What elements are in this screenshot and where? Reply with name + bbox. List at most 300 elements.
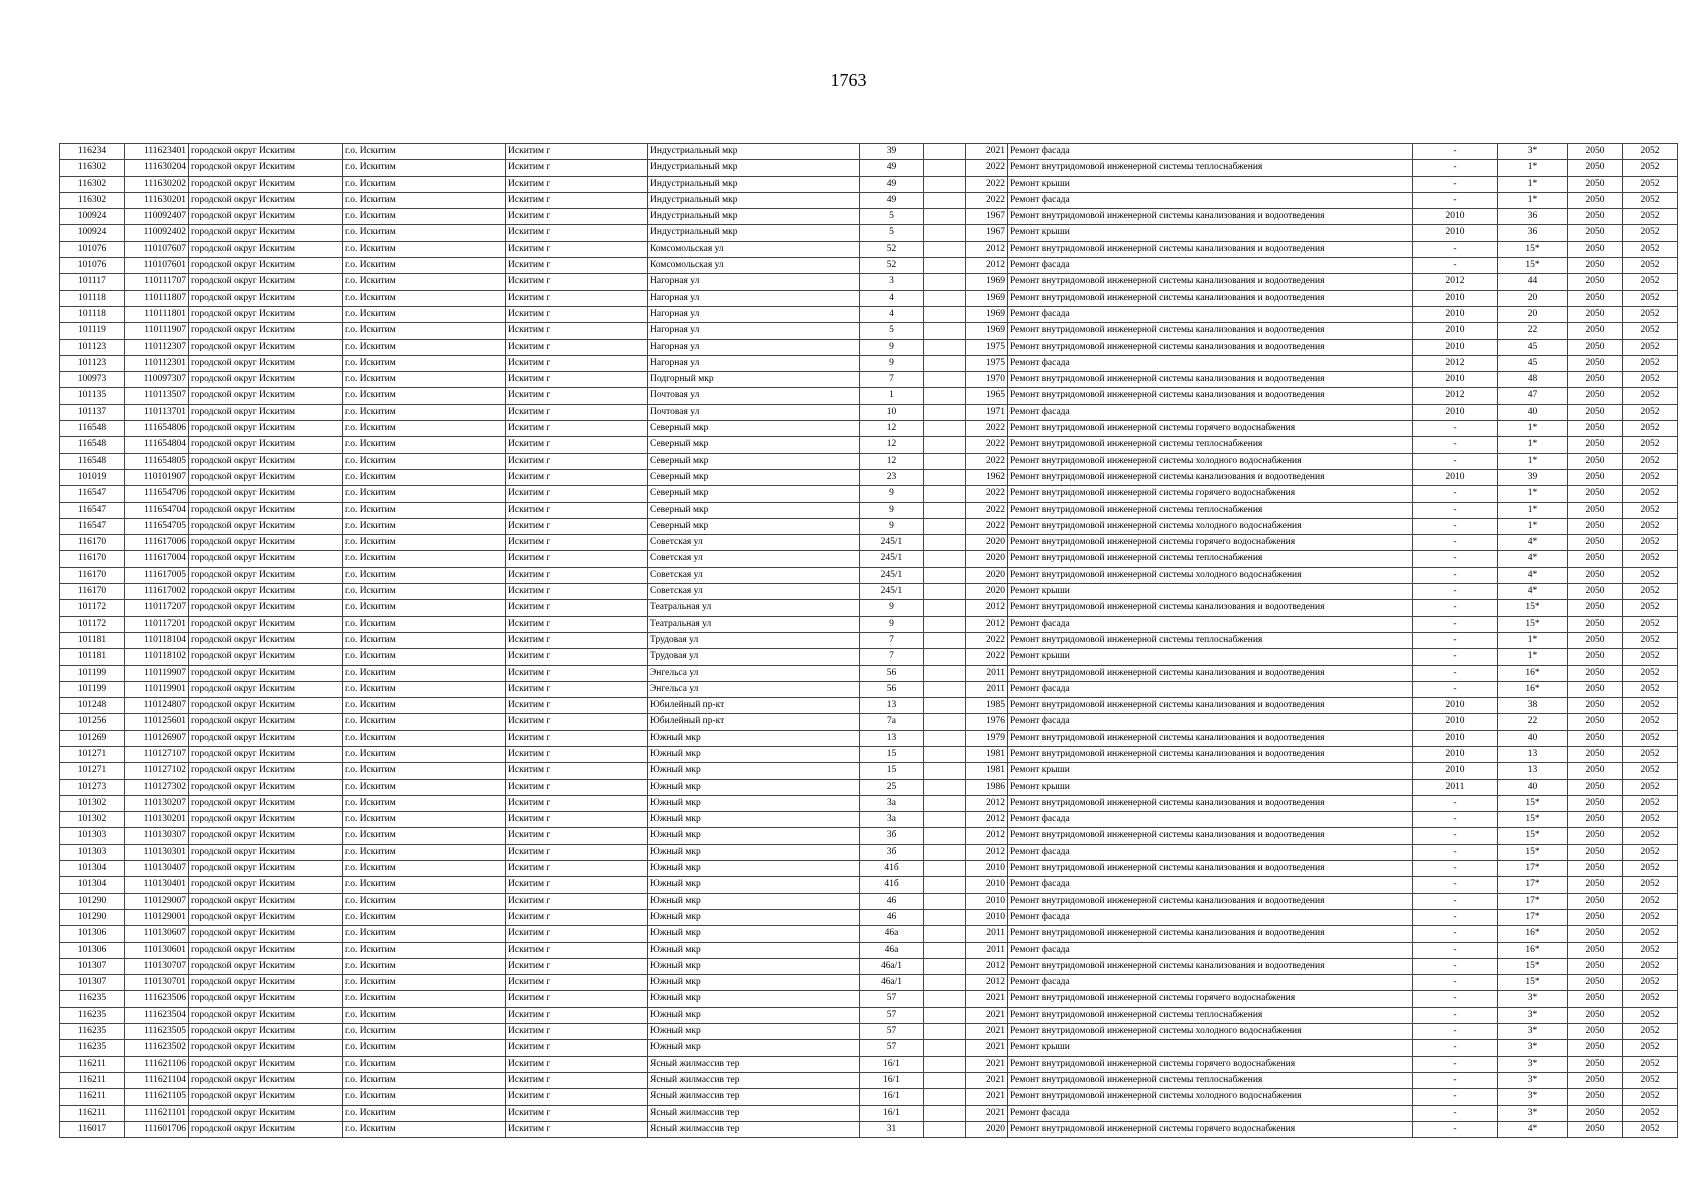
settlement-cell: г.о. Искитим <box>343 844 506 860</box>
settlement-cell: г.о. Искитим <box>343 861 506 877</box>
settlement-cell: г.о. Искитим <box>343 535 506 551</box>
wear-cell: 3* <box>1498 1089 1568 1105</box>
work-id-cell: 111601706 <box>125 1121 189 1137</box>
settlement-cell: г.о. Искитим <box>343 1105 506 1121</box>
street-cell: Южный мкр <box>648 828 860 844</box>
work-type-cell: Ремонт фасада <box>1008 942 1413 958</box>
street-cell: Комсомольская ул <box>648 241 860 257</box>
work-type-cell: Ремонт внутридомовой инженерной системы канализования и водоотведения <box>1008 958 1413 974</box>
municipality-cell: городской округ Искитим <box>189 258 343 274</box>
commission-year-cell: 1981 <box>966 746 1008 762</box>
wear-cell: 22 <box>1498 714 1568 730</box>
work-id-cell: 111630201 <box>125 192 189 208</box>
last-repair-year-cell: - <box>1413 160 1498 176</box>
wear-cell: 40 <box>1498 404 1568 420</box>
wear-cell: 1* <box>1498 192 1568 208</box>
plan-end-cell: 2052 <box>1623 1024 1678 1040</box>
commission-year-cell: 2022 <box>966 502 1008 518</box>
last-repair-year-cell: - <box>1413 502 1498 518</box>
wear-cell: 17* <box>1498 877 1568 893</box>
house-number-cell: 1 <box>860 388 924 404</box>
settlement-cell: г.о. Искитим <box>343 1121 506 1137</box>
wear-cell: 13 <box>1498 746 1568 762</box>
street-cell: Южный мкр <box>648 926 860 942</box>
work-type-cell: Ремонт внутридомовой инженерной системы канализования и водоотведения <box>1008 861 1413 877</box>
settlement-cell: г.о. Искитим <box>343 893 506 909</box>
municipality-cell: городской округ Искитим <box>189 779 343 795</box>
house-id-cell: 101302 <box>60 795 125 811</box>
locality-cell: Искитим г <box>506 828 648 844</box>
wear-cell: 15* <box>1498 812 1568 828</box>
municipality-cell: городской округ Искитим <box>189 372 343 388</box>
house-number-cell: 9 <box>860 486 924 502</box>
municipality-cell: городской округ Искитим <box>189 714 343 730</box>
work-id-cell: 110112301 <box>125 355 189 371</box>
last-repair-year-cell: 2011 <box>1413 779 1498 795</box>
table-row <box>60 209 1678 225</box>
plan-end-cell: 2052 <box>1623 535 1678 551</box>
settlement-cell: г.о. Искитим <box>343 306 506 322</box>
municipality-cell: городской округ Искитим <box>189 486 343 502</box>
page-number: 1763 <box>830 70 867 90</box>
table-row <box>60 290 1678 306</box>
locality-cell: Искитим г <box>506 665 648 681</box>
house-number-cell: 41б <box>860 877 924 893</box>
wear-cell: 17* <box>1498 893 1568 909</box>
last-repair-year-cell: 2010 <box>1413 306 1498 322</box>
house-number-cell: 245/1 <box>860 584 924 600</box>
locality-cell: Искитим г <box>506 502 648 518</box>
locality-cell: Искитим г <box>506 600 648 616</box>
house-id-cell: 101304 <box>60 877 125 893</box>
wear-cell: 20 <box>1498 306 1568 322</box>
corpus-cell <box>924 323 966 339</box>
house-number-cell: 49 <box>860 192 924 208</box>
last-repair-year-cell: 2010 <box>1413 763 1498 779</box>
last-repair-year-cell: - <box>1413 421 1498 437</box>
work-id-cell: 111621106 <box>125 1056 189 1072</box>
table-body <box>60 144 1678 1138</box>
settlement-cell: г.о. Искитим <box>343 909 506 925</box>
corpus-cell <box>924 991 966 1007</box>
wear-cell: 3* <box>1498 1105 1568 1121</box>
house-id-cell: 116235 <box>60 1024 125 1040</box>
municipality-cell: городской округ Искитим <box>189 877 343 893</box>
street-cell: Южный мкр <box>648 861 860 877</box>
corpus-cell <box>924 584 966 600</box>
wear-cell: 15* <box>1498 975 1568 991</box>
work-id-cell: 111617005 <box>125 567 189 583</box>
house-id-cell: 101248 <box>60 698 125 714</box>
house-number-cell: 31 <box>860 1121 924 1137</box>
last-repair-year-cell: - <box>1413 258 1498 274</box>
house-id-cell: 116211 <box>60 1105 125 1121</box>
table-row <box>60 584 1678 600</box>
house-number-cell: 16/1 <box>860 1089 924 1105</box>
commission-year-cell: 1969 <box>966 306 1008 322</box>
commission-year-cell: 2022 <box>966 421 1008 437</box>
table-row <box>60 1121 1678 1137</box>
last-repair-year-cell: 2010 <box>1413 209 1498 225</box>
work-id-cell: 111617002 <box>125 584 189 600</box>
plan-end-cell: 2052 <box>1623 144 1678 160</box>
municipality-cell: городской округ Искитим <box>189 893 343 909</box>
work-type-cell: Ремонт фасада <box>1008 681 1413 697</box>
plan-start-cell: 2050 <box>1568 437 1623 453</box>
locality-cell: Искитим г <box>506 339 648 355</box>
locality-cell: Искитим г <box>506 518 648 534</box>
work-id-cell: 110111807 <box>125 290 189 306</box>
municipality-cell: городской округ Искитим <box>189 1056 343 1072</box>
work-id-cell: 110092402 <box>125 225 189 241</box>
settlement-cell: г.о. Искитим <box>343 584 506 600</box>
corpus-cell <box>924 372 966 388</box>
house-id-cell: 101290 <box>60 909 125 925</box>
work-id-cell: 111617004 <box>125 551 189 567</box>
settlement-cell: г.о. Искитим <box>343 372 506 388</box>
municipality-cell: городской округ Искитим <box>189 339 343 355</box>
work-id-cell: 110117207 <box>125 600 189 616</box>
table-row <box>60 469 1678 485</box>
work-type-cell: Ремонт фасада <box>1008 812 1413 828</box>
plan-end-cell: 2052 <box>1623 469 1678 485</box>
work-id-cell: 110124807 <box>125 698 189 714</box>
locality-cell: Искитим г <box>506 714 648 730</box>
locality-cell: Искитим г <box>506 1024 648 1040</box>
corpus-cell <box>924 192 966 208</box>
street-cell: Южный мкр <box>648 779 860 795</box>
plan-end-cell: 2052 <box>1623 909 1678 925</box>
wear-cell: 15* <box>1498 844 1568 860</box>
plan-end-cell: 2052 <box>1623 730 1678 746</box>
work-type-cell: Ремонт внутридомовой инженерной системы канализования и водоотведения <box>1008 730 1413 746</box>
work-type-cell: Ремонт внутридомовой инженерной системы холодного водоснабжения <box>1008 1024 1413 1040</box>
commission-year-cell: 1975 <box>966 339 1008 355</box>
street-cell: Трудовая ул <box>648 632 860 648</box>
corpus-cell <box>924 665 966 681</box>
settlement-cell: г.о. Искитим <box>343 991 506 1007</box>
table-row <box>60 942 1678 958</box>
table-row <box>60 1007 1678 1023</box>
work-type-cell: Ремонт фасада <box>1008 1105 1413 1121</box>
plan-start-cell: 2050 <box>1568 323 1623 339</box>
settlement-cell: г.о. Искитим <box>343 665 506 681</box>
corpus-cell <box>924 942 966 958</box>
work-id-cell: 110130607 <box>125 926 189 942</box>
last-repair-year-cell: 2010 <box>1413 290 1498 306</box>
house-number-cell: 56 <box>860 681 924 697</box>
work-type-cell: Ремонт фасада <box>1008 714 1413 730</box>
locality-cell: Искитим г <box>506 942 648 958</box>
wear-cell: 1* <box>1498 453 1568 469</box>
plan-start-cell: 2050 <box>1568 421 1623 437</box>
commission-year-cell: 2022 <box>966 632 1008 648</box>
last-repair-year-cell: - <box>1413 1007 1498 1023</box>
table-row <box>60 274 1678 290</box>
street-cell: Южный мкр <box>648 844 860 860</box>
commission-year-cell: 2021 <box>966 1105 1008 1121</box>
wear-cell: 4* <box>1498 1121 1568 1137</box>
table-row <box>60 877 1678 893</box>
settlement-cell: г.о. Искитим <box>343 1040 506 1056</box>
locality-cell: Искитим г <box>506 1056 648 1072</box>
work-type-cell: Ремонт фасада <box>1008 616 1413 632</box>
locality-cell: Искитим г <box>506 453 648 469</box>
corpus-cell <box>924 551 966 567</box>
house-id-cell: 116235 <box>60 1007 125 1023</box>
street-cell: Советская ул <box>648 567 860 583</box>
commission-year-cell: 2021 <box>966 1056 1008 1072</box>
plan-start-cell: 2050 <box>1568 1040 1623 1056</box>
wear-cell: 15* <box>1498 958 1568 974</box>
plan-end-cell: 2052 <box>1623 1056 1678 1072</box>
last-repair-year-cell: - <box>1413 437 1498 453</box>
work-id-cell: 110111801 <box>125 306 189 322</box>
wear-cell: 15* <box>1498 616 1568 632</box>
work-type-cell: Ремонт внутридомовой инженерной системы канализования и водоотведения <box>1008 372 1413 388</box>
commission-year-cell: 2010 <box>966 861 1008 877</box>
work-type-cell: Ремонт фасада <box>1008 306 1413 322</box>
commission-year-cell: 2020 <box>966 551 1008 567</box>
plan-start-cell: 2050 <box>1568 1072 1623 1088</box>
house-number-cell: 46а/1 <box>860 975 924 991</box>
house-id-cell: 116302 <box>60 176 125 192</box>
wear-cell: 1* <box>1498 160 1568 176</box>
street-cell: Почтовая ул <box>648 404 860 420</box>
municipality-cell: городской округ Искитим <box>189 1040 343 1056</box>
settlement-cell: г.о. Искитим <box>343 258 506 274</box>
settlement-cell: г.о. Искитим <box>343 812 506 828</box>
wear-cell: 4* <box>1498 567 1568 583</box>
wear-cell: 4* <box>1498 535 1568 551</box>
work-type-cell: Ремонт фасада <box>1008 975 1413 991</box>
table-row <box>60 453 1678 469</box>
plan-end-cell: 2052 <box>1623 958 1678 974</box>
plan-end-cell: 2052 <box>1623 1040 1678 1056</box>
house-id-cell: 101273 <box>60 779 125 795</box>
commission-year-cell: 2011 <box>966 926 1008 942</box>
work-id-cell: 110130407 <box>125 861 189 877</box>
wear-cell: 1* <box>1498 437 1568 453</box>
work-type-cell: Ремонт внутридомовой инженерной системы теплоснабжения <box>1008 1072 1413 1088</box>
work-type-cell: Ремонт внутридомовой инженерной системы холодного водоснабжения <box>1008 518 1413 534</box>
wear-cell: 40 <box>1498 779 1568 795</box>
wear-cell: 45 <box>1498 355 1568 371</box>
wear-cell: 1* <box>1498 649 1568 665</box>
work-type-cell: Ремонт крыши <box>1008 1040 1413 1056</box>
wear-cell: 39 <box>1498 469 1568 485</box>
settlement-cell: г.о. Искитим <box>343 437 506 453</box>
plan-end-cell: 2052 <box>1623 567 1678 583</box>
corpus-cell <box>924 632 966 648</box>
commission-year-cell: 2010 <box>966 909 1008 925</box>
table-row <box>60 535 1678 551</box>
house-number-cell: 52 <box>860 258 924 274</box>
wear-cell: 13 <box>1498 763 1568 779</box>
work-type-cell: Ремонт внутридомовой инженерной системы канализования и водоотведения <box>1008 323 1413 339</box>
settlement-cell: г.о. Искитим <box>343 355 506 371</box>
table-row <box>60 306 1678 322</box>
last-repair-year-cell: 2012 <box>1413 355 1498 371</box>
last-repair-year-cell: - <box>1413 1072 1498 1088</box>
plan-end-cell: 2052 <box>1623 665 1678 681</box>
plan-end-cell: 2052 <box>1623 518 1678 534</box>
street-cell: Южный мкр <box>648 1040 860 1056</box>
municipality-cell: городской округ Искитим <box>189 323 343 339</box>
commission-year-cell: 1962 <box>966 469 1008 485</box>
street-cell: Трудовая ул <box>648 649 860 665</box>
table-row <box>60 958 1678 974</box>
corpus-cell <box>924 1121 966 1137</box>
work-type-cell: Ремонт внутридомовой инженерной системы канализования и водоотведения <box>1008 241 1413 257</box>
work-id-cell: 111630204 <box>125 160 189 176</box>
work-type-cell: Ремонт внутридомовой инженерной системы канализования и водоотведения <box>1008 388 1413 404</box>
house-number-cell: 3а <box>860 795 924 811</box>
corpus-cell <box>924 306 966 322</box>
street-cell: Южный мкр <box>648 746 860 762</box>
plan-end-cell: 2052 <box>1623 991 1678 1007</box>
settlement-cell: г.о. Искитим <box>343 730 506 746</box>
table-row <box>60 421 1678 437</box>
wear-cell: 15* <box>1498 258 1568 274</box>
last-repair-year-cell: 2010 <box>1413 225 1498 241</box>
municipality-cell: городской округ Искитим <box>189 958 343 974</box>
work-type-cell: Ремонт внутридомовой инженерной системы теплоснабжения <box>1008 502 1413 518</box>
last-repair-year-cell: - <box>1413 844 1498 860</box>
corpus-cell <box>924 160 966 176</box>
wear-cell: 1* <box>1498 502 1568 518</box>
locality-cell: Искитим г <box>506 355 648 371</box>
house-number-cell: 12 <box>860 437 924 453</box>
wear-cell: 16* <box>1498 665 1568 681</box>
house-number-cell: 3б <box>860 828 924 844</box>
wear-cell: 36 <box>1498 209 1568 225</box>
municipality-cell: городской округ Искитим <box>189 600 343 616</box>
plan-start-cell: 2050 <box>1568 404 1623 420</box>
plan-end-cell: 2052 <box>1623 388 1678 404</box>
settlement-cell: г.о. Искитим <box>343 632 506 648</box>
commission-year-cell: 2020 <box>966 1121 1008 1137</box>
plan-start-cell: 2050 <box>1568 469 1623 485</box>
municipality-cell: городской округ Искитим <box>189 421 343 437</box>
street-cell: Южный мкр <box>648 763 860 779</box>
corpus-cell <box>924 600 966 616</box>
house-number-cell: 7 <box>860 649 924 665</box>
municipality-cell: городской округ Искитим <box>189 649 343 665</box>
commission-year-cell: 2021 <box>966 991 1008 1007</box>
locality-cell: Искитим г <box>506 372 648 388</box>
corpus-cell <box>924 877 966 893</box>
commission-year-cell: 2021 <box>966 144 1008 160</box>
last-repair-year-cell: - <box>1413 567 1498 583</box>
municipality-cell: городской округ Искитим <box>189 225 343 241</box>
locality-cell: Искитим г <box>506 404 648 420</box>
house-id-cell: 116547 <box>60 486 125 502</box>
locality-cell: Искитим г <box>506 698 648 714</box>
street-cell: Ясный жилмассив тер <box>648 1105 860 1121</box>
wear-cell: 36 <box>1498 225 1568 241</box>
locality-cell: Искитим г <box>506 551 648 567</box>
last-repair-year-cell: - <box>1413 828 1498 844</box>
plan-start-cell: 2050 <box>1568 942 1623 958</box>
street-cell: Южный мкр <box>648 958 860 974</box>
settlement-cell: г.о. Искитим <box>343 421 506 437</box>
house-id-cell: 101307 <box>60 958 125 974</box>
municipality-cell: городской округ Искитим <box>189 176 343 192</box>
table-row <box>60 681 1678 697</box>
municipality-cell: городской округ Искитим <box>189 975 343 991</box>
street-cell: Юбилейный пр-кт <box>648 698 860 714</box>
work-type-cell: Ремонт фасада <box>1008 877 1413 893</box>
locality-cell: Искитим г <box>506 258 648 274</box>
plan-end-cell: 2052 <box>1623 942 1678 958</box>
house-id-cell: 101304 <box>60 861 125 877</box>
plan-start-cell: 2050 <box>1568 1089 1623 1105</box>
work-type-cell: Ремонт фасада <box>1008 909 1413 925</box>
settlement-cell: г.о. Искитим <box>343 714 506 730</box>
corpus-cell <box>924 681 966 697</box>
plan-end-cell: 2052 <box>1623 225 1678 241</box>
work-type-cell: Ремонт внутридомовой инженерной системы горячего водоснабжения <box>1008 535 1413 551</box>
work-id-cell: 111621104 <box>125 1072 189 1088</box>
locality-cell: Искитим г <box>506 323 648 339</box>
corpus-cell <box>924 714 966 730</box>
house-number-cell: 46а <box>860 926 924 942</box>
work-type-cell: Ремонт внутридомовой инженерной системы канализования и водоотведения <box>1008 926 1413 942</box>
plan-end-cell: 2052 <box>1623 437 1678 453</box>
settlement-cell: г.о. Искитим <box>343 453 506 469</box>
house-number-cell: 9 <box>860 355 924 371</box>
commission-year-cell: 1969 <box>966 323 1008 339</box>
settlement-cell: г.о. Искитим <box>343 763 506 779</box>
house-number-cell: 15 <box>860 763 924 779</box>
plan-end-cell: 2052 <box>1623 551 1678 567</box>
plan-start-cell: 2050 <box>1568 518 1623 534</box>
plan-end-cell: 2052 <box>1623 209 1678 225</box>
table-row <box>60 730 1678 746</box>
corpus-cell <box>924 861 966 877</box>
house-id-cell: 116234 <box>60 144 125 160</box>
plan-start-cell: 2050 <box>1568 535 1623 551</box>
plan-start-cell: 2050 <box>1568 274 1623 290</box>
house-id-cell: 100973 <box>60 372 125 388</box>
locality-cell: Искитим г <box>506 730 648 746</box>
house-id-cell: 116547 <box>60 502 125 518</box>
plan-end-cell: 2052 <box>1623 681 1678 697</box>
locality-cell: Искитим г <box>506 306 648 322</box>
table-row <box>60 1056 1678 1072</box>
plan-end-cell: 2052 <box>1623 632 1678 648</box>
table-row <box>60 665 1678 681</box>
corpus-cell <box>924 746 966 762</box>
corpus-cell <box>924 274 966 290</box>
house-number-cell: 16/1 <box>860 1105 924 1121</box>
corpus-cell <box>924 1040 966 1056</box>
house-number-cell: 3 <box>860 274 924 290</box>
settlement-cell: г.о. Искитим <box>343 176 506 192</box>
house-number-cell: 5 <box>860 209 924 225</box>
plan-start-cell: 2050 <box>1568 877 1623 893</box>
house-number-cell: 46а/1 <box>860 958 924 974</box>
plan-end-cell: 2052 <box>1623 795 1678 811</box>
last-repair-year-cell: - <box>1413 241 1498 257</box>
plan-start-cell: 2050 <box>1568 975 1623 991</box>
last-repair-year-cell: - <box>1413 812 1498 828</box>
commission-year-cell: 1971 <box>966 404 1008 420</box>
plan-start-cell: 2050 <box>1568 926 1623 942</box>
municipality-cell: городской округ Искитим <box>189 453 343 469</box>
last-repair-year-cell: - <box>1413 1089 1498 1105</box>
